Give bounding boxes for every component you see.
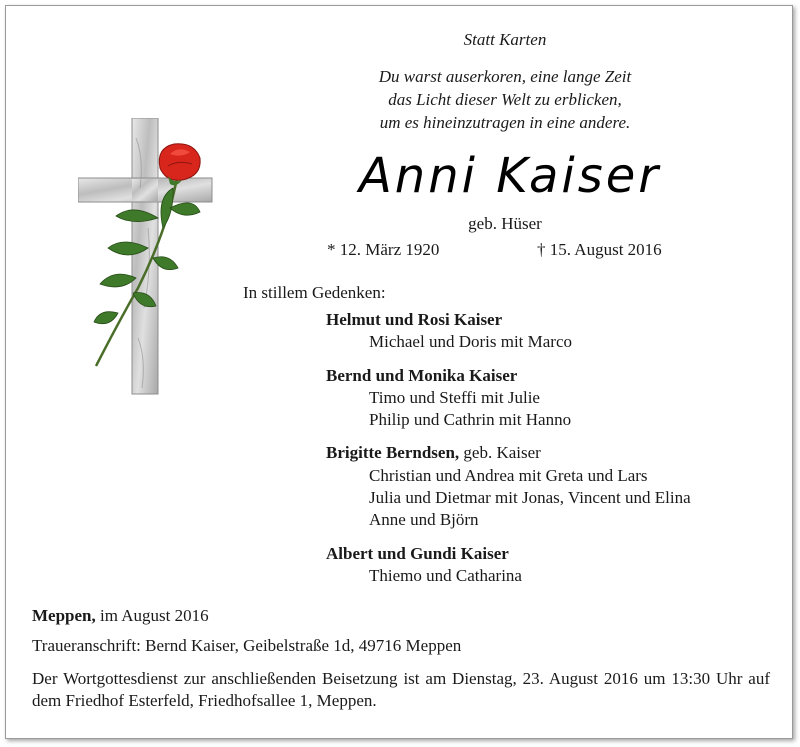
header-statt-karten: Statt Karten [463,30,547,49]
family-member: Anne und Björn [369,510,479,529]
family-member: Philip und Cathrin mit Hanno [369,410,572,429]
family-head-name: Brigitte Berndsen, [326,443,460,462]
birth-date: * 12. März 1920 [327,240,440,259]
place-and-date [32,606,209,626]
family-head: Bernd und Monika Kaiser [326,366,518,385]
maiden-name: geb. Hüser [468,214,542,233]
family-head: Albert und Gundi Kaiser [326,544,509,563]
family-member: Timo und Steffi mit Julie [369,388,540,407]
mourning-address: Traueranschrift: Bernd Kaiser, Geibelstraße 1d, 49716 Meppen [32,636,462,655]
verse-line-3: um es hineinzutragen in eine andere. [379,113,631,132]
funeral-service-info: Der Wortgottesdienst zur anschließenden Beisetzung ist am Dienstag, 23. August 2016 um 13:30 Uhr auf dem Friedhof Esterfeld, Friedhofsallee 1, Meppen. [32,669,770,710]
family-head: Helmut und Rosi Kaiser [326,310,503,329]
verse-line-2: das Licht dieser Welt zu erblicken, [388,90,622,109]
verse-line-1: Du warst auserkoren, eine lange Zeit [378,67,632,86]
family-head-suffix: geb. Kaiser [459,443,541,462]
date: im August 2016 [95,606,209,625]
death-date: † 15. August 2016 [537,240,662,259]
deceased-name: Anni Kaiser [358,148,662,204]
family-member: Michael und Doris mit Marco [369,332,573,351]
place: Meppen, [32,606,96,625]
family-head [326,443,541,463]
family-member: Thiemo und Catharina [369,566,522,585]
family-member: Christian und Andrea mit Greta und Lars [369,466,648,485]
family-member: Julia und Dietmar mit Jonas, Vincent und Elina [369,488,691,507]
mourning-intro: In stillem Gedenken: [243,283,386,302]
